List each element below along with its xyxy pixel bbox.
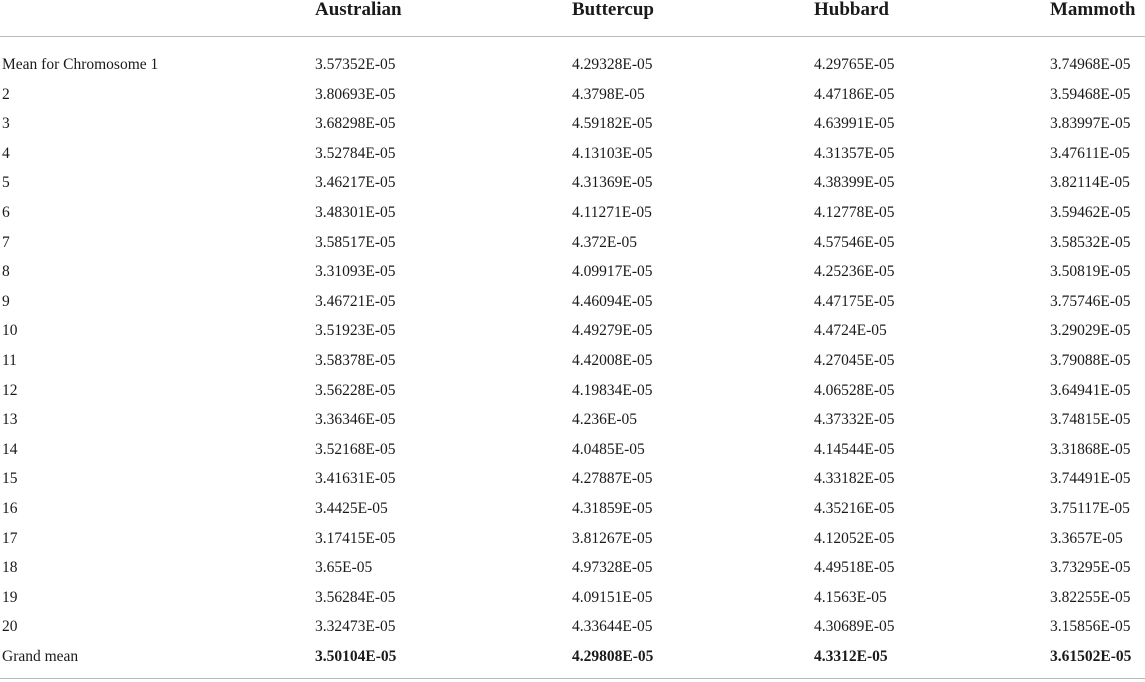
table-cell: 4.1563E-05: [814, 588, 887, 606]
table-cell: 3.57352E-05: [315, 56, 396, 73]
table-cell: 4.47186E-05: [814, 85, 895, 103]
table-cell: 4.25236E-05: [814, 263, 895, 281]
table-cell: 3.52168E-05: [315, 440, 396, 458]
column-header-mammoth: Mammoth: [1050, 0, 1136, 20]
table-cell: 3.64941E-05: [1050, 381, 1131, 399]
row-label: 9: [2, 292, 10, 310]
table-cell: 3.46217E-05: [315, 174, 396, 192]
table-cell: 4.3312E-05: [814, 648, 888, 665]
row-label: 11: [2, 352, 17, 369]
table-cell: 4.42008E-05: [572, 352, 653, 369]
table-cell: 3.4425E-05: [315, 500, 388, 517]
table-cell: 4.09917E-05: [572, 263, 653, 281]
table-cell: 3.47611E-05: [1050, 144, 1130, 162]
table-cell: 3.17415E-05: [315, 529, 396, 547]
table-cell: 3.56228E-05: [315, 381, 396, 399]
table-cell: 4.35216E-05: [814, 500, 895, 517]
table-row: [0, 168, 1145, 198]
table-cell: 3.46721E-05: [315, 292, 396, 310]
row-label: 13: [2, 411, 18, 429]
table-cell: 4.19834E-05: [572, 381, 653, 399]
table-cell: 4.4724E-05: [814, 322, 887, 340]
table-cell: 4.57546E-05: [814, 233, 895, 251]
table-row: [0, 346, 1145, 376]
table-cell: 3.83997E-05: [1050, 115, 1131, 133]
row-label: 2: [2, 85, 10, 103]
table-row: [0, 198, 1145, 228]
row-label: 20: [2, 618, 18, 636]
row-label: 4: [2, 144, 10, 162]
table-cell: 3.82114E-05: [1050, 174, 1130, 192]
table-cell: 3.29029E-05: [1050, 322, 1131, 340]
row-label: 3: [2, 115, 10, 133]
table-cell: 3.75117E-05: [1050, 500, 1130, 517]
table-cell: 4.33644E-05: [572, 618, 653, 636]
table-cell: 4.29328E-05: [572, 56, 653, 73]
table-row: [0, 405, 1145, 435]
table-cell: 4.63991E-05: [814, 115, 895, 133]
table-cell: 4.29765E-05: [814, 56, 895, 73]
table-cell: 4.06528E-05: [814, 381, 895, 399]
table-row: [0, 257, 1145, 287]
row-label: 10: [2, 322, 18, 340]
row-label: 16: [2, 500, 18, 517]
table-cell: 3.58532E-05: [1050, 233, 1131, 251]
table-cell: 4.13103E-05: [572, 144, 653, 162]
table-cell: 4.27045E-05: [814, 352, 895, 369]
table-cell: 3.41631E-05: [315, 470, 396, 488]
table-cell: 3.31868E-05: [1050, 440, 1131, 458]
row-label: Mean for Chromosome 1: [2, 56, 159, 73]
table-row: [0, 464, 1145, 494]
header-rule: [0, 36, 1145, 37]
row-label: Grand mean: [2, 648, 79, 665]
row-label: 6: [2, 204, 10, 221]
table-cell: 3.59468E-05: [1050, 85, 1131, 103]
table-cell: 3.3657E-05: [1050, 529, 1123, 547]
table-cell: 3.59462E-05: [1050, 204, 1131, 221]
table-cell: 3.58517E-05: [315, 233, 396, 251]
table-cell: 4.29808E-05: [572, 648, 654, 665]
table-row: [0, 316, 1145, 346]
table-cell: 4.47175E-05: [814, 292, 895, 310]
table-row: [0, 139, 1145, 169]
table-cell: 4.38399E-05: [814, 174, 895, 192]
table-cell: 3.51923E-05: [315, 322, 396, 340]
table-cell: 4.49279E-05: [572, 322, 653, 340]
table-cell: 4.31369E-05: [572, 174, 653, 192]
table-cell: 4.49518E-05: [814, 559, 895, 577]
table-cell: 3.68298E-05: [315, 115, 396, 133]
table-row: [0, 50, 1145, 80]
row-label: 18: [2, 559, 18, 577]
table-cell: 3.82255E-05: [1050, 588, 1131, 606]
grand-mean-row: [0, 642, 1145, 672]
row-label: 7: [2, 233, 10, 251]
row-label: 17: [2, 529, 18, 547]
table-cell: 4.14544E-05: [814, 440, 895, 458]
table-row: [0, 435, 1145, 465]
bottom-rule: [0, 678, 1145, 679]
table-cell: 3.79088E-05: [1050, 352, 1131, 369]
table-cell: 3.36346E-05: [315, 411, 396, 429]
table-cell: 4.0485E-05: [572, 440, 645, 458]
table-cell: 3.80693E-05: [315, 85, 396, 103]
table-cell: 4.11271E-05: [572, 204, 652, 221]
table-cell: 4.12052E-05: [814, 529, 895, 547]
table-cell: 3.65E-05: [315, 559, 373, 577]
table-cell: 4.236E-05: [572, 411, 638, 429]
table-cell: 3.50104E-05: [315, 648, 397, 665]
table-cell: 4.27887E-05: [572, 470, 653, 488]
table-row: [0, 287, 1145, 317]
table-row: [0, 524, 1145, 554]
table-cell: 3.61502E-05: [1050, 648, 1132, 665]
table-cell: 3.52784E-05: [315, 144, 396, 162]
table-cell: 3.74491E-05: [1050, 470, 1131, 488]
table-row: [0, 553, 1145, 583]
table-cell: 4.33182E-05: [814, 470, 895, 488]
table-row: [0, 494, 1145, 524]
table-cell: 3.31093E-05: [315, 263, 396, 281]
table-cell: 4.31859E-05: [572, 500, 653, 517]
row-label: 19: [2, 588, 18, 606]
table-cell: 4.59182E-05: [572, 115, 653, 133]
table-row: [0, 228, 1145, 258]
table-cell: 4.31357E-05: [814, 144, 895, 162]
table-row: [0, 612, 1145, 642]
row-label: 12: [2, 381, 18, 399]
table-cell: 4.3798E-05: [572, 85, 645, 103]
table-cell: 4.30689E-05: [814, 618, 895, 636]
table-cell: 3.56284E-05: [315, 588, 396, 606]
table-cell: 4.37332E-05: [814, 411, 895, 429]
column-header-buttercup: Buttercup: [572, 0, 654, 20]
table-cell: 3.15856E-05: [1050, 618, 1131, 636]
column-header-australian: Australian: [315, 0, 402, 20]
table-cell: 3.32473E-05: [315, 618, 396, 636]
table-cell: 3.50819E-05: [1050, 263, 1131, 281]
table-cell: 3.48301E-05: [315, 204, 396, 221]
row-label: 15: [2, 470, 18, 488]
table-cell: 4.97328E-05: [572, 559, 653, 577]
table-row: [0, 583, 1145, 613]
row-label: 5: [2, 174, 10, 192]
table-cell: 3.74815E-05: [1050, 411, 1131, 429]
table-cell: 4.12778E-05: [814, 204, 895, 221]
table-cell: 4.09151E-05: [572, 588, 653, 606]
column-header-hubbard: Hubbard: [814, 0, 889, 20]
table-row: [0, 80, 1145, 110]
table-cell: 3.58378E-05: [315, 352, 396, 369]
table-cell: 4.372E-05: [572, 233, 638, 251]
row-label: 14: [2, 440, 18, 458]
table-cell: 3.73295E-05: [1050, 559, 1131, 577]
table-cell: 3.75746E-05: [1050, 292, 1131, 310]
table-row: [0, 109, 1145, 139]
table-row: [0, 376, 1145, 406]
row-label: 8: [2, 263, 10, 281]
table-cell: 3.81267E-05: [572, 529, 653, 547]
table-cell: 4.46094E-05: [572, 292, 653, 310]
table-cell: 3.74968E-05: [1050, 56, 1131, 73]
